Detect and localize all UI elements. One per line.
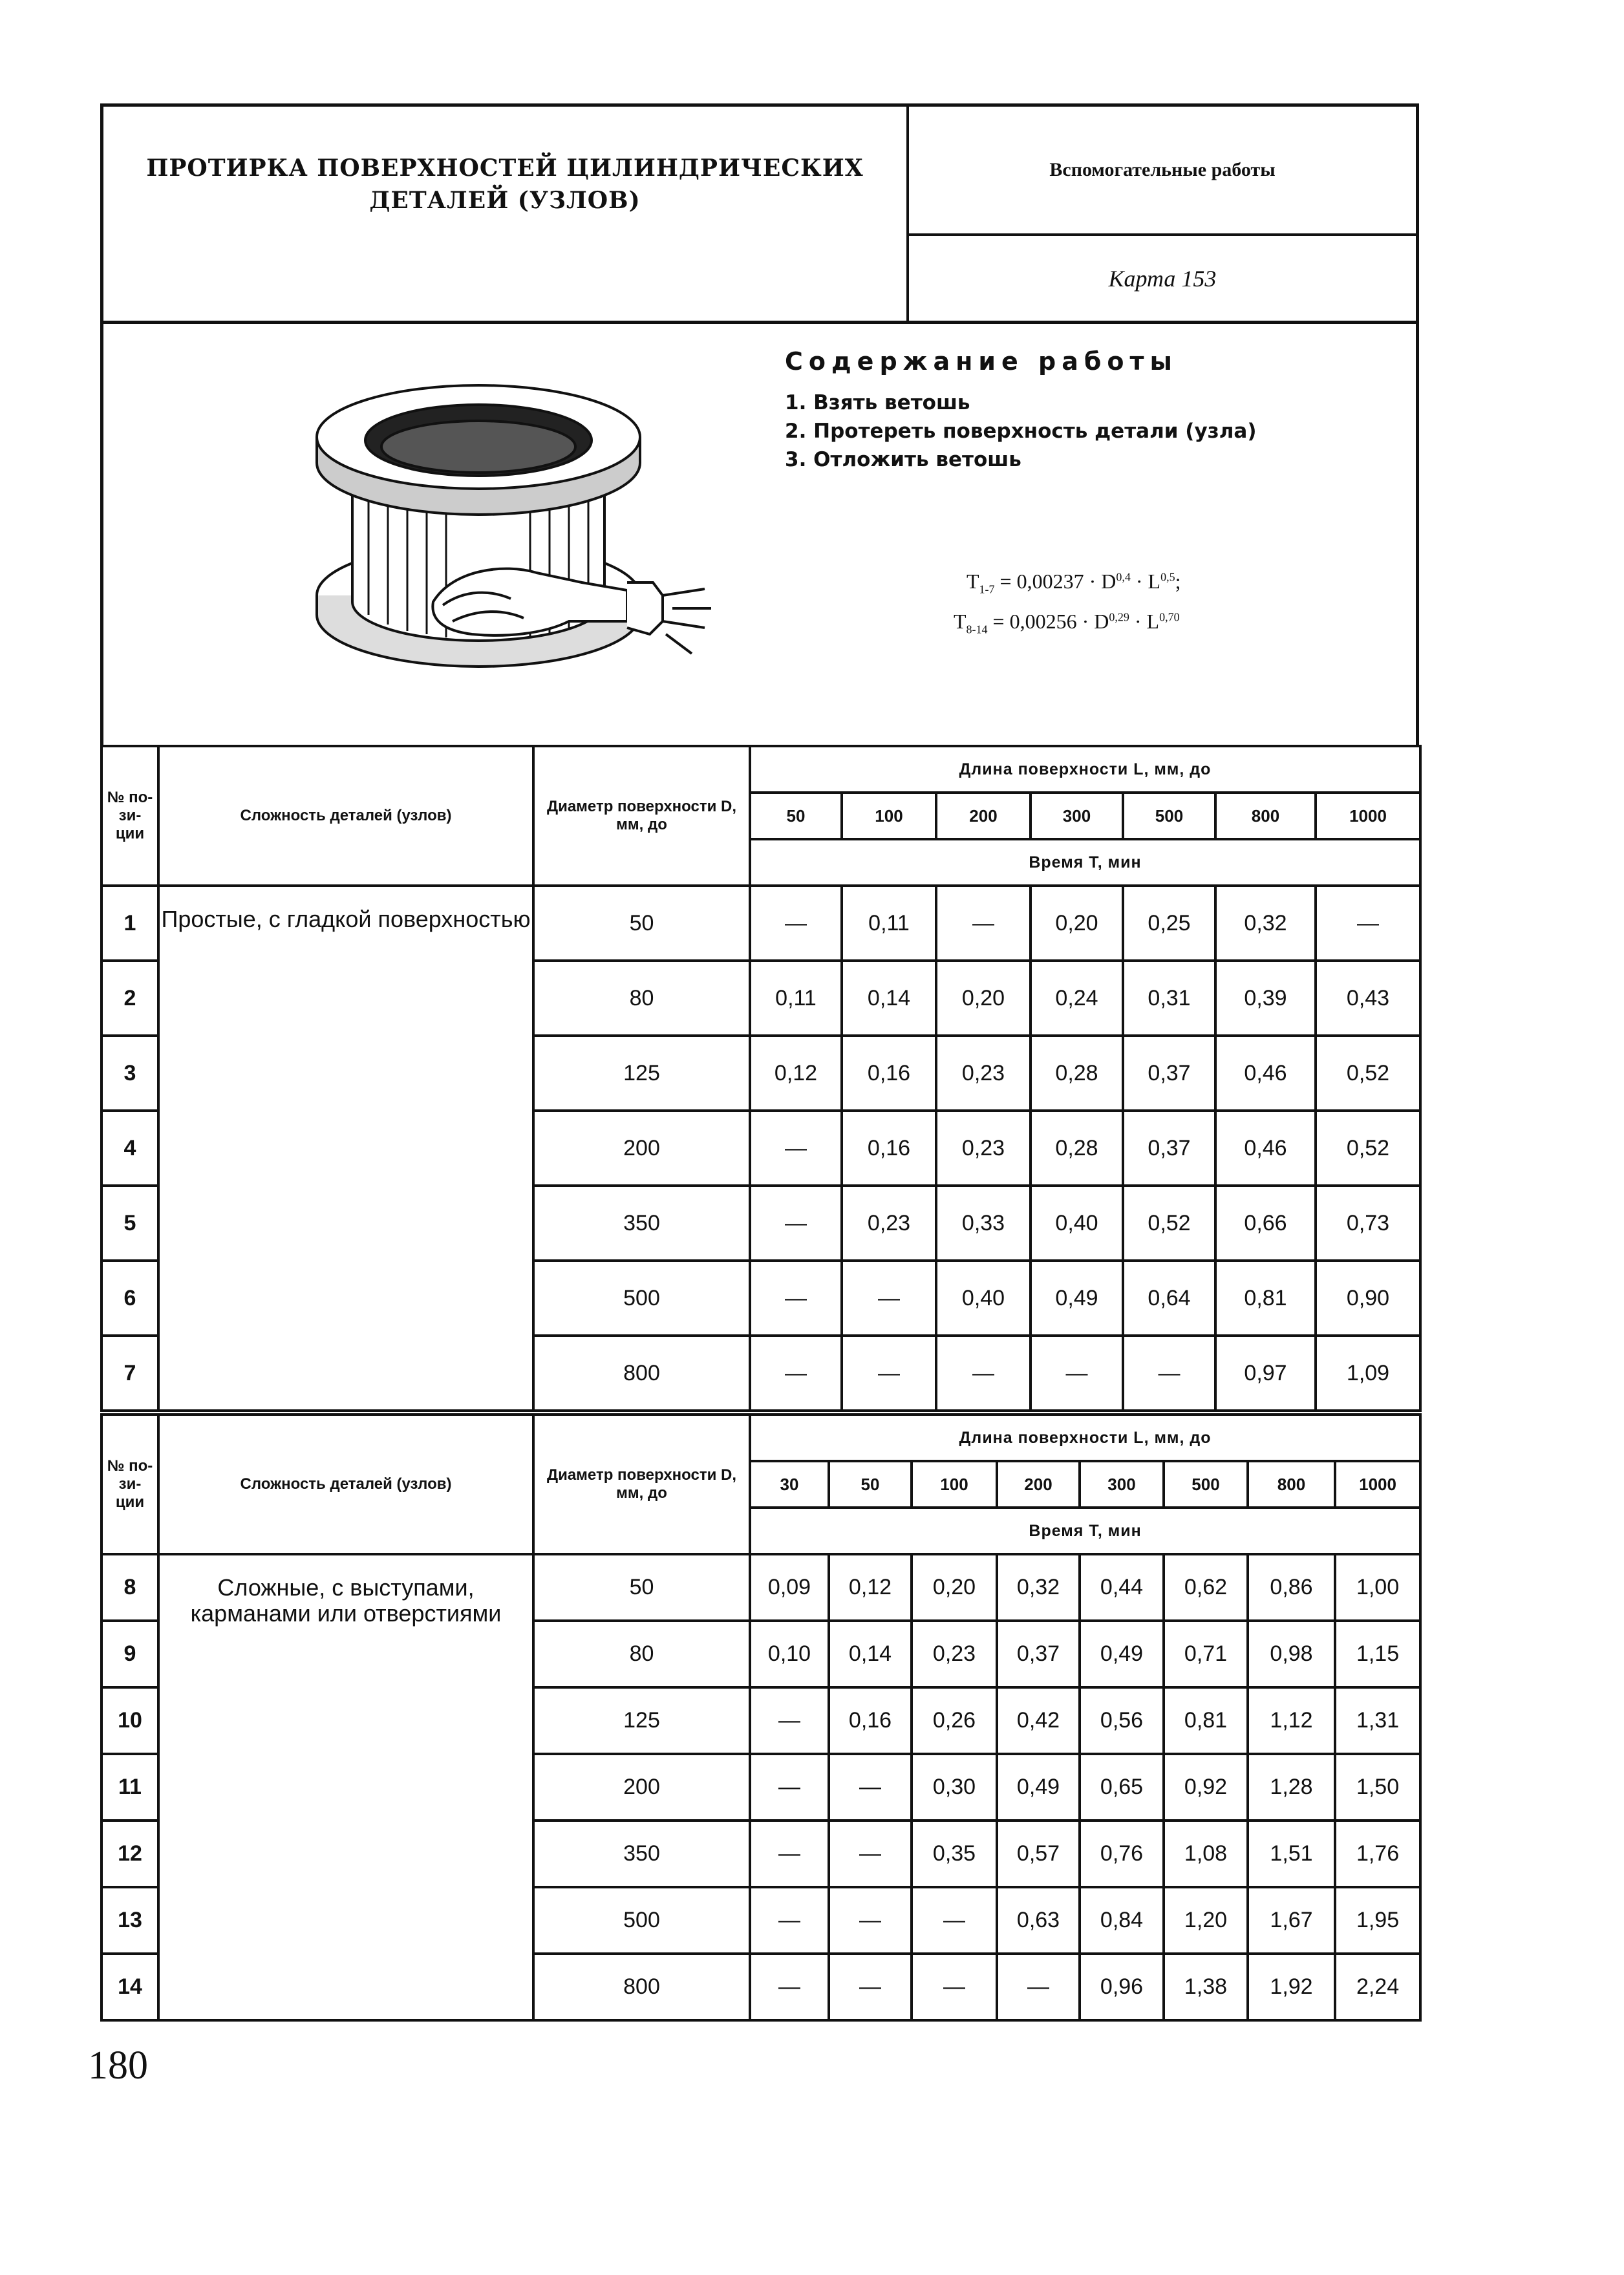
time-cell: 0,26 xyxy=(912,1687,997,1754)
length-value: 50 xyxy=(750,793,842,839)
time-cell: 0,11 xyxy=(842,886,936,961)
position-cell: 6 xyxy=(102,1261,158,1336)
card-title xyxy=(103,107,909,321)
time-cell: 0,35 xyxy=(912,1821,997,1887)
time-cell: — xyxy=(750,1687,829,1754)
time-cell: 1,50 xyxy=(1335,1754,1420,1821)
length-value: 100 xyxy=(912,1461,997,1508)
time-cell: 0,28 xyxy=(1031,1111,1123,1186)
work-steps-list xyxy=(785,389,1256,474)
time-cell: 1,15 xyxy=(1335,1621,1420,1687)
time-cell: 0,40 xyxy=(1031,1186,1123,1261)
header-time: Время T, мин xyxy=(750,839,1420,886)
time-cell: — xyxy=(1316,886,1420,961)
time-cell: 0,30 xyxy=(912,1754,997,1821)
work-step: 3. Отложить ветошь xyxy=(785,448,1021,471)
time-cell: — xyxy=(829,1821,912,1887)
length-value: 500 xyxy=(1164,1461,1248,1508)
time-table-simple xyxy=(100,745,1422,1412)
time-cell: 0,37 xyxy=(1123,1111,1215,1186)
time-cell: 0,23 xyxy=(912,1621,997,1687)
time-cell: 0,86 xyxy=(1248,1554,1335,1621)
diameter-cell: 500 xyxy=(533,1887,750,1954)
time-cell: 1,95 xyxy=(1335,1887,1420,1954)
diameter-cell: 125 xyxy=(533,1687,750,1754)
time-cell: 0,98 xyxy=(1248,1621,1335,1687)
time-cell: 0,56 xyxy=(1080,1687,1164,1754)
position-cell: 7 xyxy=(102,1336,158,1411)
time-cell: 1,76 xyxy=(1335,1821,1420,1887)
table-row xyxy=(102,1554,1420,1621)
time-cell: 0,12 xyxy=(829,1554,912,1621)
length-value: 300 xyxy=(1080,1461,1164,1508)
card-number: Карта 153 xyxy=(1108,265,1217,292)
time-cell: — xyxy=(842,1336,936,1411)
length-value: 300 xyxy=(1031,793,1123,839)
diameter-cell: 350 xyxy=(533,1186,750,1261)
time-formula-1-7 xyxy=(967,570,1181,596)
time-cell: 0,49 xyxy=(997,1754,1080,1821)
time-cell: 0,32 xyxy=(1215,886,1316,961)
work-content-title: Содержание работы xyxy=(785,347,1178,376)
time-cell: — xyxy=(750,1821,829,1887)
time-cell: 0,92 xyxy=(1164,1754,1248,1821)
time-cell: 0,09 xyxy=(750,1554,829,1621)
diameter-cell: 500 xyxy=(533,1261,750,1336)
work-step: 2. Протереть поверхность детали (узла) xyxy=(785,420,1257,443)
time-cell: 0,46 xyxy=(1215,1036,1316,1111)
time-cell: 0,57 xyxy=(997,1821,1080,1887)
time-cell: 0,20 xyxy=(912,1554,997,1621)
time-cell: 1,00 xyxy=(1335,1554,1420,1621)
formula-d-exp: 0,29 xyxy=(1109,610,1129,624)
time-cell: — xyxy=(750,1887,829,1954)
time-cell: 0,32 xyxy=(997,1554,1080,1621)
time-cell: 2,24 xyxy=(1335,1954,1420,2020)
length-value: 100 xyxy=(842,793,936,839)
time-cell: 0,23 xyxy=(936,1036,1031,1111)
time-cell: 0,25 xyxy=(1123,886,1215,961)
position-cell: 14 xyxy=(102,1954,158,2020)
time-cell: — xyxy=(1031,1336,1123,1411)
header-length: Длина поверхности L, мм, до xyxy=(750,1415,1420,1461)
time-cell: 0,52 xyxy=(1316,1111,1420,1186)
diameter-cell: 800 xyxy=(533,1336,750,1411)
time-cell: 0,16 xyxy=(842,1111,936,1186)
time-cell: — xyxy=(829,1954,912,2020)
time-cell: 0,46 xyxy=(1215,1111,1316,1186)
time-cell: — xyxy=(750,1261,842,1336)
formula-lhs-sub: 8-14 xyxy=(966,623,988,636)
time-cell: 0,66 xyxy=(1215,1186,1316,1261)
time-cell: — xyxy=(997,1954,1080,2020)
diameter-cell: 80 xyxy=(533,1621,750,1687)
time-cell: 0,49 xyxy=(1031,1261,1123,1336)
time-cell: 0,52 xyxy=(1123,1186,1215,1261)
time-cell: — xyxy=(1123,1336,1215,1411)
formula-eq: = 0,00237 · D xyxy=(994,570,1116,593)
time-cell: 1,08 xyxy=(1164,1821,1248,1887)
position-cell: 5 xyxy=(102,1186,158,1261)
time-cell: 1,38 xyxy=(1164,1954,1248,2020)
time-cell: 1,92 xyxy=(1248,1954,1335,2020)
position-cell: 1 xyxy=(102,886,158,961)
time-cell: 0,40 xyxy=(936,1261,1031,1336)
position-cell: 10 xyxy=(102,1687,158,1754)
time-cell: 0,23 xyxy=(842,1186,936,1261)
time-cell: 1,12 xyxy=(1248,1687,1335,1754)
position-cell: 2 xyxy=(102,961,158,1036)
time-cell: — xyxy=(912,1954,997,2020)
length-value: 500 xyxy=(1123,793,1215,839)
time-cell: — xyxy=(912,1887,997,1954)
time-cell: — xyxy=(750,1954,829,2020)
time-cell: 0,81 xyxy=(1164,1687,1248,1754)
time-cell: 0,37 xyxy=(997,1621,1080,1687)
time-table-complex xyxy=(100,1413,1422,2022)
length-value: 200 xyxy=(936,793,1031,839)
diameter-cell: 125 xyxy=(533,1036,750,1111)
length-value: 800 xyxy=(1215,793,1316,839)
header-diameter: Диаметр поверхности D, мм, до xyxy=(533,1415,750,1554)
time-cell: 0,76 xyxy=(1080,1821,1164,1887)
time-cell: 0,20 xyxy=(1031,886,1123,961)
card-title-line2: ДЕТАЛЕЙ (УЗЛОВ) xyxy=(369,187,641,214)
time-cell: — xyxy=(750,1186,842,1261)
position-cell: 4 xyxy=(102,1111,158,1186)
position-cell: 9 xyxy=(102,1621,158,1687)
header-position: № по- зи- ции xyxy=(102,746,158,886)
time-cell: 1,51 xyxy=(1248,1821,1335,1887)
card-header xyxy=(100,103,1419,321)
page-number: 180 xyxy=(88,2044,148,2088)
time-cell: 0,65 xyxy=(1080,1754,1164,1821)
formula-dot: · L xyxy=(1130,570,1161,593)
time-cell: 0,12 xyxy=(750,1036,842,1111)
header-position: № по- зи- ции xyxy=(102,1415,158,1554)
section-label: Вспомогательные работы xyxy=(909,107,1416,236)
time-cell: 0,73 xyxy=(1316,1186,1420,1261)
header-time: Время T, мин xyxy=(750,1508,1420,1554)
time-cell: 0,10 xyxy=(750,1621,829,1687)
cylinder-wiping-illustration xyxy=(291,350,776,712)
work-step: 1. Взять ветошь xyxy=(785,391,970,414)
length-value: 1000 xyxy=(1316,793,1420,839)
time-cell: 0,33 xyxy=(936,1186,1031,1261)
formula-lhs: T xyxy=(954,610,967,633)
time-cell: 0,16 xyxy=(829,1687,912,1754)
formula-end: ; xyxy=(1175,570,1181,593)
position-cell: 13 xyxy=(102,1887,158,1954)
complexity-cell: Простые, с гладкой поверхностью xyxy=(158,886,533,1411)
length-value: 200 xyxy=(997,1461,1080,1508)
time-cell: 0,81 xyxy=(1215,1261,1316,1336)
time-cell: — xyxy=(842,1261,936,1336)
position-cell: 3 xyxy=(102,1036,158,1111)
time-cell: 1,67 xyxy=(1248,1887,1335,1954)
position-cell: 11 xyxy=(102,1754,158,1821)
formula-l-exp: 0,70 xyxy=(1159,610,1180,624)
time-cell: — xyxy=(750,1754,829,1821)
diameter-cell: 800 xyxy=(533,1954,750,2020)
header-length: Длина поверхности L, мм, до xyxy=(750,746,1420,793)
header-diameter: Диаметр поверхности D, мм, до xyxy=(533,746,750,886)
diameter-cell: 350 xyxy=(533,1821,750,1887)
formula-dot: · L xyxy=(1129,610,1160,633)
time-cell: 1,31 xyxy=(1335,1687,1420,1754)
diameter-cell: 50 xyxy=(533,1554,750,1621)
time-cell: 0,84 xyxy=(1080,1887,1164,1954)
work-content-block xyxy=(100,321,1419,745)
time-cell: 1,09 xyxy=(1316,1336,1420,1411)
diameter-cell: 200 xyxy=(533,1111,750,1186)
time-cell: 0,14 xyxy=(842,961,936,1036)
time-cell: 0,39 xyxy=(1215,961,1316,1036)
time-cell: 0,71 xyxy=(1164,1621,1248,1687)
position-cell: 12 xyxy=(102,1821,158,1887)
time-cell: 0,63 xyxy=(997,1887,1080,1954)
time-cell: 0,24 xyxy=(1031,961,1123,1036)
diameter-cell: 80 xyxy=(533,961,750,1036)
diameter-cell: 200 xyxy=(533,1754,750,1821)
time-cell: 0,43 xyxy=(1316,961,1420,1036)
time-cell: 0,42 xyxy=(997,1687,1080,1754)
time-cell: — xyxy=(936,886,1031,961)
header-complexity: Сложность деталей (узлов) xyxy=(158,1415,533,1554)
time-cell: 0,16 xyxy=(842,1036,936,1111)
header-complexity: Сложность деталей (узлов) xyxy=(158,746,533,886)
length-value: 1000 xyxy=(1335,1461,1420,1508)
time-cell: 0,52 xyxy=(1316,1036,1420,1111)
time-cell: 0,90 xyxy=(1316,1261,1420,1336)
formula-d-exp: 0,4 xyxy=(1116,570,1131,584)
time-cell: 0,23 xyxy=(936,1111,1031,1186)
complexity-cell: Сложные, с выступами, карманами или отверстиями xyxy=(158,1554,533,2020)
time-formula-8-14 xyxy=(954,610,1180,636)
formula-lhs-sub: 1-7 xyxy=(979,582,995,596)
length-value: 800 xyxy=(1248,1461,1335,1508)
time-cell: — xyxy=(750,886,842,961)
time-cell: — xyxy=(829,1887,912,1954)
length-value: 30 xyxy=(750,1461,829,1508)
time-cell: 0,20 xyxy=(936,961,1031,1036)
diameter-cell: 50 xyxy=(533,886,750,961)
position-cell: 8 xyxy=(102,1554,158,1621)
time-cell: 0,96 xyxy=(1080,1954,1164,2020)
table-row xyxy=(102,886,1420,961)
time-cell: 0,14 xyxy=(829,1621,912,1687)
time-cell: — xyxy=(750,1336,842,1411)
time-cell: — xyxy=(936,1336,1031,1411)
formula-eq: = 0,00256 · D xyxy=(987,610,1109,633)
time-cell: 1,28 xyxy=(1248,1754,1335,1821)
time-cell: 0,28 xyxy=(1031,1036,1123,1111)
time-cell: 1,20 xyxy=(1164,1887,1248,1954)
time-cell: 0,31 xyxy=(1123,961,1215,1036)
time-cell: 0,49 xyxy=(1080,1621,1164,1687)
time-cell: — xyxy=(750,1111,842,1186)
time-cell: 0,62 xyxy=(1164,1554,1248,1621)
time-cell: 0,11 xyxy=(750,961,842,1036)
time-cell: 0,37 xyxy=(1123,1036,1215,1111)
time-cell: 0,64 xyxy=(1123,1261,1215,1336)
formula-l-exp: 0,5 xyxy=(1160,570,1175,584)
time-cell: 0,97 xyxy=(1215,1336,1316,1411)
formula-lhs: T xyxy=(967,570,979,593)
time-cell: 0,44 xyxy=(1080,1554,1164,1621)
length-value: 50 xyxy=(829,1461,912,1508)
card-title-line1: ПРОТИРКА ПОВЕРХНОСТЕЙ ЦИЛИНДРИЧЕСКИХ xyxy=(146,155,864,182)
time-cell: — xyxy=(829,1754,912,1821)
